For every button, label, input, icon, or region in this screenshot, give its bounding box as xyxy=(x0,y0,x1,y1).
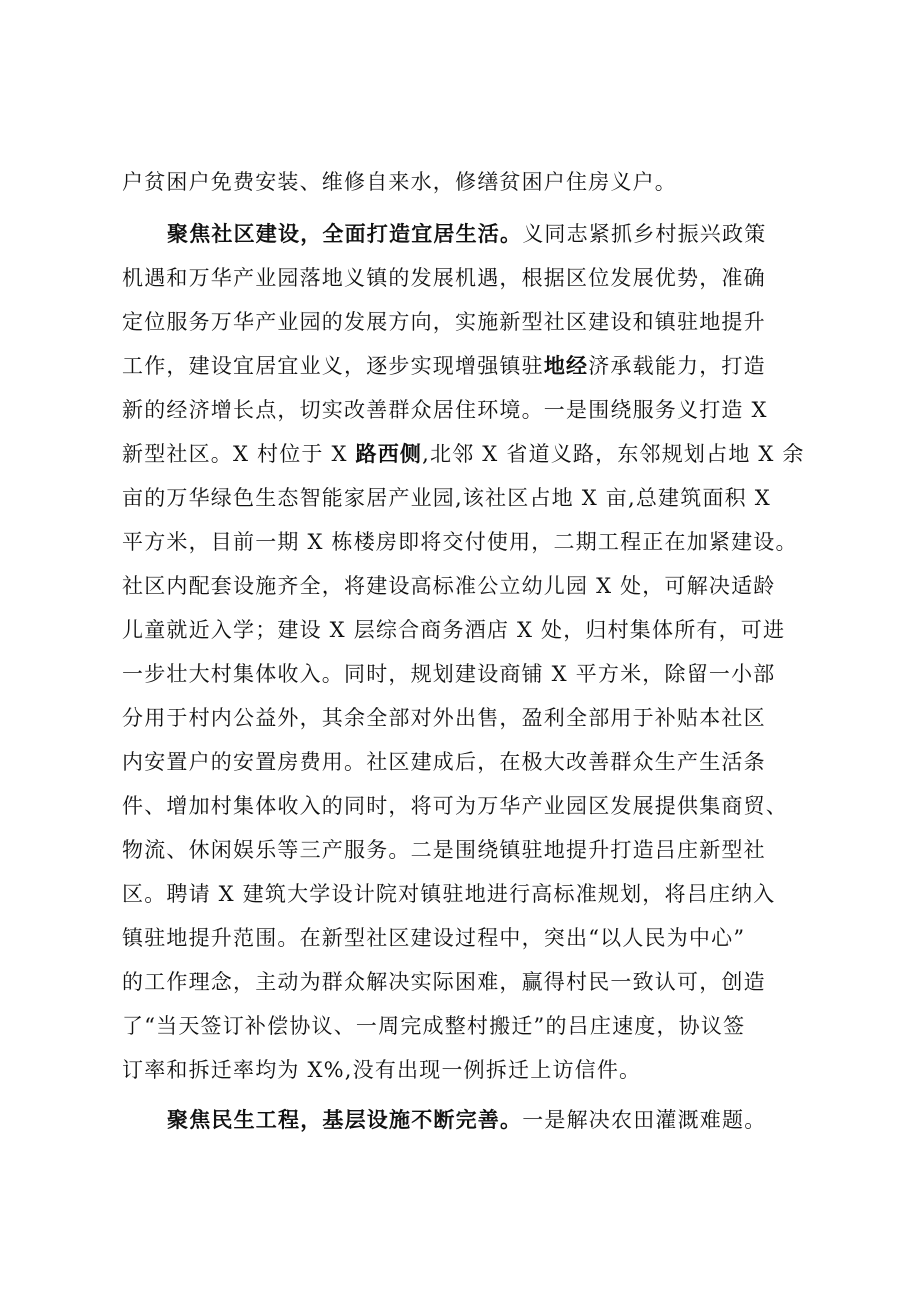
line-text: 了“当天签订补偿协议、一周完成整村搬迁”的吕庄速度，协议签 xyxy=(122,1014,746,1038)
line-text: 工作，建设宜居宜业义，逐步实现增强镇驻 xyxy=(122,354,544,378)
section-heading-community: 聚焦社区建设，全面打造宜居生活。 xyxy=(167,221,523,246)
paragraph-3-line-1 xyxy=(167,1105,822,1135)
bold-inline-text: 路西侧 xyxy=(355,441,423,466)
body-line-9 xyxy=(122,527,822,557)
body-line-12 xyxy=(122,659,822,689)
line-text: 机遇和万华产业园落地义镇的发展机遇，根据区位发展优势，准确 xyxy=(122,266,766,290)
line-text: 的工作理念，主动为群众解决实际困难，赢得村民一致认可，创造 xyxy=(122,970,766,994)
line-text: 定位服务万华产业园的发展方向，实施新型社区建设和镇驻地提升 xyxy=(122,310,766,334)
body-line-11 xyxy=(122,615,822,645)
section-heading-livelihood: 聚焦民生工程，基层设施不断完善。 xyxy=(167,1107,523,1132)
line-text: 订率和拆迁率均为 X%,没有出现一例拆迁上访信件。 xyxy=(122,1058,642,1082)
bold-inline-text: 地经 xyxy=(543,353,589,378)
body-line-4 xyxy=(122,307,822,337)
line-text: ,北邻 X 省道义路，东邻规划占地 X 余 xyxy=(422,442,805,466)
line-text: 亩的万华绿色生态智能家居产业园,该社区占地 X 亩,总建筑面积 X xyxy=(122,486,771,510)
body-line-17 xyxy=(122,879,822,909)
body-line-3 xyxy=(122,263,822,293)
line-text: 镇驻地提升范围。在新型社区建设过程中，突出“以人民为中心” xyxy=(122,926,746,950)
body-line-8 xyxy=(122,483,822,513)
body-line-6 xyxy=(122,395,822,425)
line-text: 物流、休闲娱乐等三产服务。二是围绕镇驻地提升打造吕庄新型社 xyxy=(122,838,766,862)
body-line-5 xyxy=(122,351,822,381)
body-line-13 xyxy=(122,703,822,733)
line-text: 一步壮大村集体收入。同时，规划建设商铺 X 平方米，除留一小部 xyxy=(122,662,776,686)
line-text: 济承载能力，打造 xyxy=(588,354,766,378)
body-line-7 xyxy=(122,439,822,469)
body-line-20 xyxy=(122,1011,822,1041)
body-line-15 xyxy=(122,791,822,821)
line-text: 新型社区。X 村位于 X xyxy=(122,442,356,466)
body-line-18 xyxy=(122,923,822,953)
body-line-1 xyxy=(122,167,822,197)
body-line-14 xyxy=(122,747,822,777)
line-text: 件、增加村集体收入的同时，将可为万华产业园区发展提供集商贸、 xyxy=(122,794,788,818)
line-text: 区。聘请 X 建筑大学设计院对镇驻地进行高标准规划，将吕庄纳入 xyxy=(122,882,776,906)
line-text: 平方米，目前一期 X 栋楼房即将交付使用，二期工程正在加紧建设。 xyxy=(122,530,798,554)
line-text: 户贫困户免费安装、维修自来水，修缮贫困户住房义户。 xyxy=(122,170,677,194)
line-text: 一是解决农田灌溉难题。 xyxy=(522,1108,767,1132)
line-text: 义同志紧抓乡村振兴政策 xyxy=(522,222,767,246)
paragraph-2-line-1 xyxy=(167,219,822,249)
line-text: 新的经济增长点，切实改善群众居住环境。一是围绕服务义打造 X xyxy=(122,398,768,422)
line-text: 社区内配套设施齐全，将建设高标准公立幼儿园 X 处，可解决适龄 xyxy=(122,574,776,598)
line-text: 分用于村内公益外，其余全部对外出售，盈利全部用于补贴本社区 xyxy=(122,706,766,730)
body-line-19 xyxy=(122,967,822,997)
line-text: 儿童就近入学；建设 X 层综合商务酒店 X 处，归村集体所有，可进 xyxy=(122,618,786,642)
body-line-21 xyxy=(122,1055,822,1085)
line-text: 内安置户的安置房费用。社区建成后，在极大改善群众生产生活条 xyxy=(122,750,766,774)
body-line-10 xyxy=(122,571,822,601)
body-line-16 xyxy=(122,835,822,865)
